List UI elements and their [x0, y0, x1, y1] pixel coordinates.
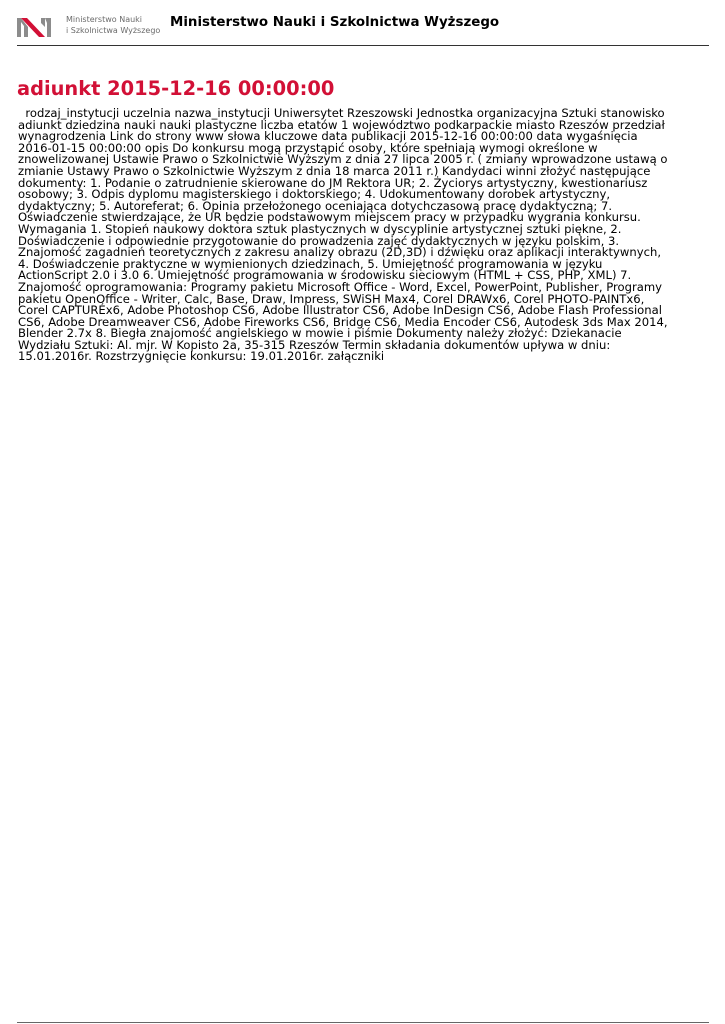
- logo-text: [66, 15, 160, 36]
- site-title: Ministerstwo Nauki i Szkolnictwa Wyższego: [170, 15, 500, 30]
- ministry-logo: [17, 14, 167, 42]
- footer-divider: [17, 1022, 709, 1023]
- document-body: rodzaj_instytucji uczelnia nazwa_instytucji Uniwersytet Rzeszowski Jednostka organizacyjna Sztuki stanowisko adiunkt dziedzina nauki nauki plastyczne liczba etatów 1 województwo podkarpackie miasto Rzeszów przedział wynagrodzenia Link do strony www słowa kluczowe data publikacji 2015-12-16 00:00:00 data wygaśnięcia 2016-01-15 00:00:00 opis Do konkursu mogą przystąpić osoby, które spełniają wymogi określone w znowelizowanej Ustawie Prawo o Szkolnictwie Wyższym z dnia 27 lipca 2005 r. ( zmiany wprowadzone ustawą o zmianie Ustawy Prawo o Szkolnictwie Wyższym z dnia 18 marca 2011 r.) Kandydaci winni złożyć następujące dokumenty: 1. Podanie o zatrudnienie skierowane do JM Rektora UR; 2. Życiorys artystyczny, kwestionariusz osobowy; 3. Odpis dyplomu magisterskiego i doktorskiego; 4. Udokumentowany dorobek artystyczny, dydaktyczny; 5. Autoreferat; 6. Opinia przełożonego oceniająca dotychczasową pracę dydaktyczną; 7. Oświadczenie stwierdzające, że UR będzie podstawowym miejscem pracy w przypadku wygrania konkursu. Wymagania 1. Stopień naukowy doktora sztuk plastycznych w dyscyplinie artystycznej sztuki piękne, 2. Doświadczenie i odpowiednie przygotowanie do prowadzenia zajęć dydaktycznych w języku polskim, 3. Znajomość zagadnień teoretycznych z zakresu analizy obrazu (2D,3D) i dźwięku oraz aplikacji interaktywnych, 4. Doświadczenie praktyczne w wymienionych dziedzinach, 5. Umiejętność programowania w języku ActionScript 2.0 i 3.0 6. Umiejętność programowania w środowisku sieciowym (HTML + CSS, PHP, XML) 7. Znajomość oprogramowania: Programy pakietu Microsoft Office - Word, Excel, PowerPoint, Publisher, Programy pakietu OpenOffice - Writer, Calc, Base, Draw, Impress, SWiSH Max4, Corel DRAWx6, Corel PHOTO-PAINTx6, Corel CAPTURÉx6, Adobe Photoshop CS6, Adobe Illustrator CS6, Adobe InDesign CS6, Adobe Flash Professional CS6, Adobe Dreamweaver CS6, Adobe Fireworks CS6, Bridge CS6, Media Encoder CS6, Autodesk 3ds Max 2014, Blender 2.7x 8. Biegła znajomość angielskiego w mowie i piśmie Dokumenty należy złożyć: Dziekanacie Wydziału Sztuki: Al. mjr. W Kopisto 2a, 35-315 Rzeszów Termin składania dokumentów upływa w dniu: 15.01.2016r. Rozstrzygnięcie konkursu: 19.01.2016r. załączniki: [18, 106, 668, 364]
- logo-text-line1: Ministerstwo Nauki: [66, 15, 143, 24]
- logo-text-line2: i Szkolnictwa Wyższego: [66, 25, 161, 35]
- header-divider: [17, 45, 709, 46]
- page-header: [17, 12, 709, 45]
- page-title: adiunkt 2015-12-16 00:00:00: [17, 77, 335, 100]
- ministry-logo-icon: [17, 17, 53, 37]
